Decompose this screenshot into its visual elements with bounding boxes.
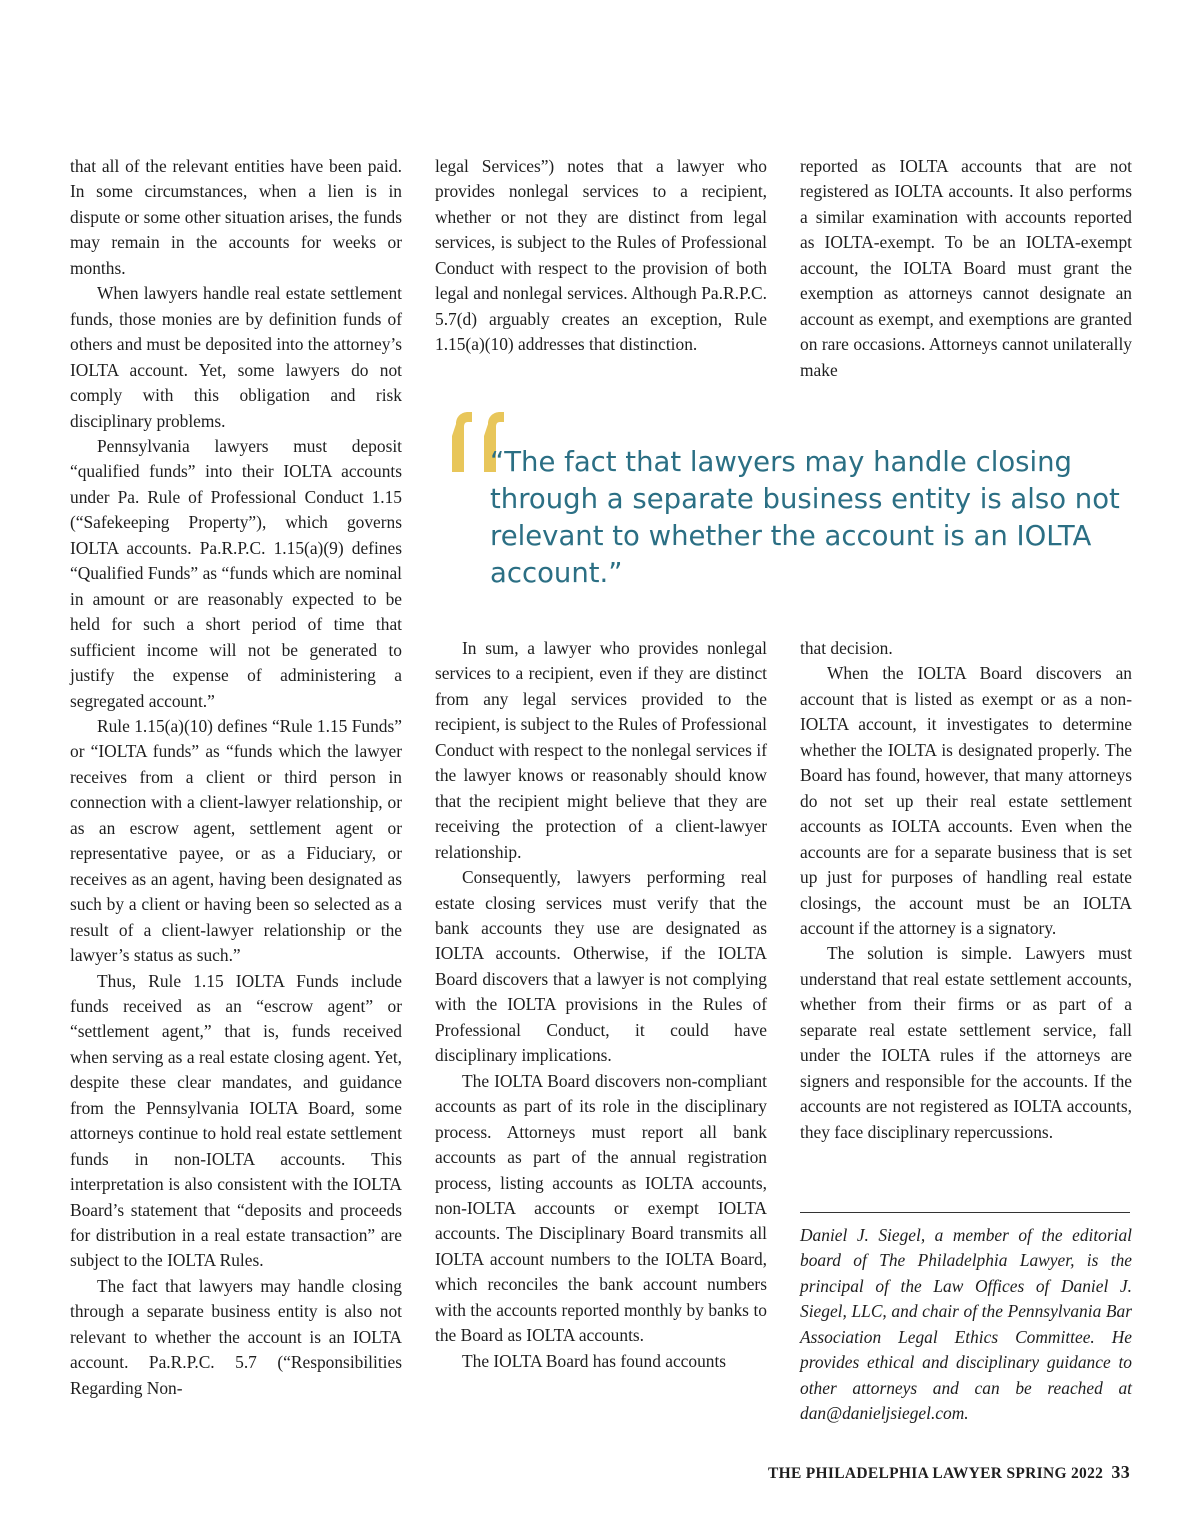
pull-quote <box>450 412 1130 597</box>
paragraph: that all of the relevant entities have been paid. In some circumstances, when a lien is in dispute or some other situation arises, the funds may remain in the accounts for weeks or months. <box>70 156 402 278</box>
paragraph: The IOLTA Board has found accounts <box>462 1350 727 1371</box>
article-column-right-bottom <box>800 636 1132 1145</box>
paragraph: Rule 1.15(a)(10) defines “Rule 1.15 Funds” or “IOLTA funds” as “funds which the lawyer receives from a client or third person in connection with a client-lawyer relationship, or as an escrow agent, settlement agent or representative payee, or as a Fiduciary, or receives as an agent, having been designated as such by a client or having been so selected as a result of a client-lawyer relationship or the lawyer’s status as such.” <box>70 715 402 966</box>
issue-label: SPRING 2022 <box>1006 1465 1104 1482</box>
article-column-right-top <box>800 154 1132 383</box>
paragraph: legal Services”) notes that a lawyer who provides nonlegal services to a recipient, whether or not they are distinct from legal services, is subject to the Rules of Professional Conduct with respect to the provision of both legal and nonlegal services. Although Pa.R.P.C. 5.7(d) arguably creates an exception, Rule 1.15(a)(10) addresses that distinction. <box>435 156 767 355</box>
paragraph: When the IOLTA Board discovers an account that is listed as exempt or as a non-IOLTA account, it investigates to determine whether the IOLTA is designated properly. The Board has found, however, that many attorneys do not set up their real estate settlement accounts as IOLTA accounts. Even when the accounts are for a separate business that is set up just for purposes of handling real estate closings, the account must be an IOLTA account if the attorney is a signatory. <box>800 663 1132 938</box>
pull-quote-text: “The fact that lawyers may handle closing through a separate business entity is also not relevant to whether the account is an IOLTA account.” <box>490 446 1120 589</box>
paragraph: The IOLTA Board discovers non-compliant accounts as part of its role in the disciplinary process. Attorneys must report all bank accounts as part of the annual registration process, listing accounts as IOLTA accounts, non-IOLTA accounts or exempt IOLTA accounts. The Disciplinary Board transmits all IOLTA account numbers to the IOLTA Board, which reconciles the bank account numbers with the accounts reported monthly by banks to the Board as IOLTA accounts. <box>435 1070 767 1346</box>
publication-name: THE PHILADELPHIA LAWYER <box>767 1465 1003 1482</box>
article-column-middle-bottom <box>435 636 767 1374</box>
article-column-left <box>70 154 402 1401</box>
paragraph: that decision. <box>800 638 893 658</box>
page-number: 33 <box>1111 1462 1130 1482</box>
paragraph: Thus, Rule 1.15 IOLTA Funds include funds received as an “escrow agent” or “settlement agent,” that is, funds received when serving as a real estate closing agent. Yet, despite these clear mandates, and guidance from the Pennsylvania IOLTA Board, some attorneys continue to hold real estate settlement funds in non-IOLTA accounts. This interpretation is also consistent with the IOLTA Board’s statement that “deposits and proceeds for distribution in a real estate transaction” are subject to the IOLTA Rules. <box>70 970 402 1271</box>
paragraph: In sum, a lawyer who provides nonlegal services to a recipient, even if they are distinct from any legal services provided to the recipient, is subject to the Rules of Professional Conduct with respect to the nonlegal services if the lawyer knows or reasonably should know that the recipient might believe that they are receiving the protection of a client-lawyer relationship. <box>435 638 767 862</box>
page-footer <box>768 1462 1130 1483</box>
paragraph: The fact that lawyers may handle closing through a separate business entity is also not relevant to whether the account is an IOLTA account. Pa.R.P.C. 5.7 (“Responsibilities Regarding Non- <box>70 1275 402 1398</box>
paragraph: reported as IOLTA accounts that are not registered as IOLTA accounts. It also performs a similar examination with accounts reported as IOLTA-exempt. To be an IOLTA-exempt account, the IOLTA Board must grant the exemption as attorneys cannot designate an account as exempt, and exemptions are granted on rare occasions. Attorneys cannot unilaterally make <box>800 156 1132 380</box>
author-bio: Daniel J. Siegel, a member of the editorial board of The Philadelphia Lawyer, is the principal of the Law Offices of Daniel J. Siegel, LLC, and chair of the Pennsylvania Bar Association Legal Ethics Committee. He provides ethical and disciplinary guidance to other attorneys and can be reached at dan@danieljsiegel.com. <box>800 1225 1132 1424</box>
paragraph: When lawyers handle real estate settlement funds, those monies are by definition funds of others and must be deposited into the attorney’s IOLTA account. Yet, some lawyers do not comply with this obligation and risk disciplinary problems. <box>70 283 402 431</box>
paragraph: Pennsylvania lawyers must deposit “qualified funds” into their IOLTA accounts under Pa. Rule of Professional Conduct 1.15 (“Safekeeping Property”), which governs IOLTA accounts. Pa.R.P.C. 1.15(a)(9) defines “Qualified Funds” as “funds which are nominal in amount or are reasonably expected to be held for such a short period of time that sufficient income will not be generated to justify the expense of administering a segregated account.” <box>70 435 402 711</box>
paragraph: Consequently, lawyers performing real estate closing services must verify that the bank accounts they use are designated as IOLTA accounts. Otherwise, if the IOLTA Board discovers that a lawyer is not complying with the IOLTA provisions in the Rules of Professional Conduct, it could have disciplinary implications. <box>435 867 767 1066</box>
article-column-middle-top <box>435 154 767 358</box>
paragraph: The solution is simple. Lawyers must understand that real estate settlement accounts, whether from their firms or as part of a separate real estate settlement service, fall under the IOLTA rules if the attorneys are signers and responsible for the accounts. If the accounts are not registered as IOLTA accounts, they face disciplinary repercussions. <box>800 943 1132 1142</box>
bio-divider <box>800 1212 1130 1213</box>
